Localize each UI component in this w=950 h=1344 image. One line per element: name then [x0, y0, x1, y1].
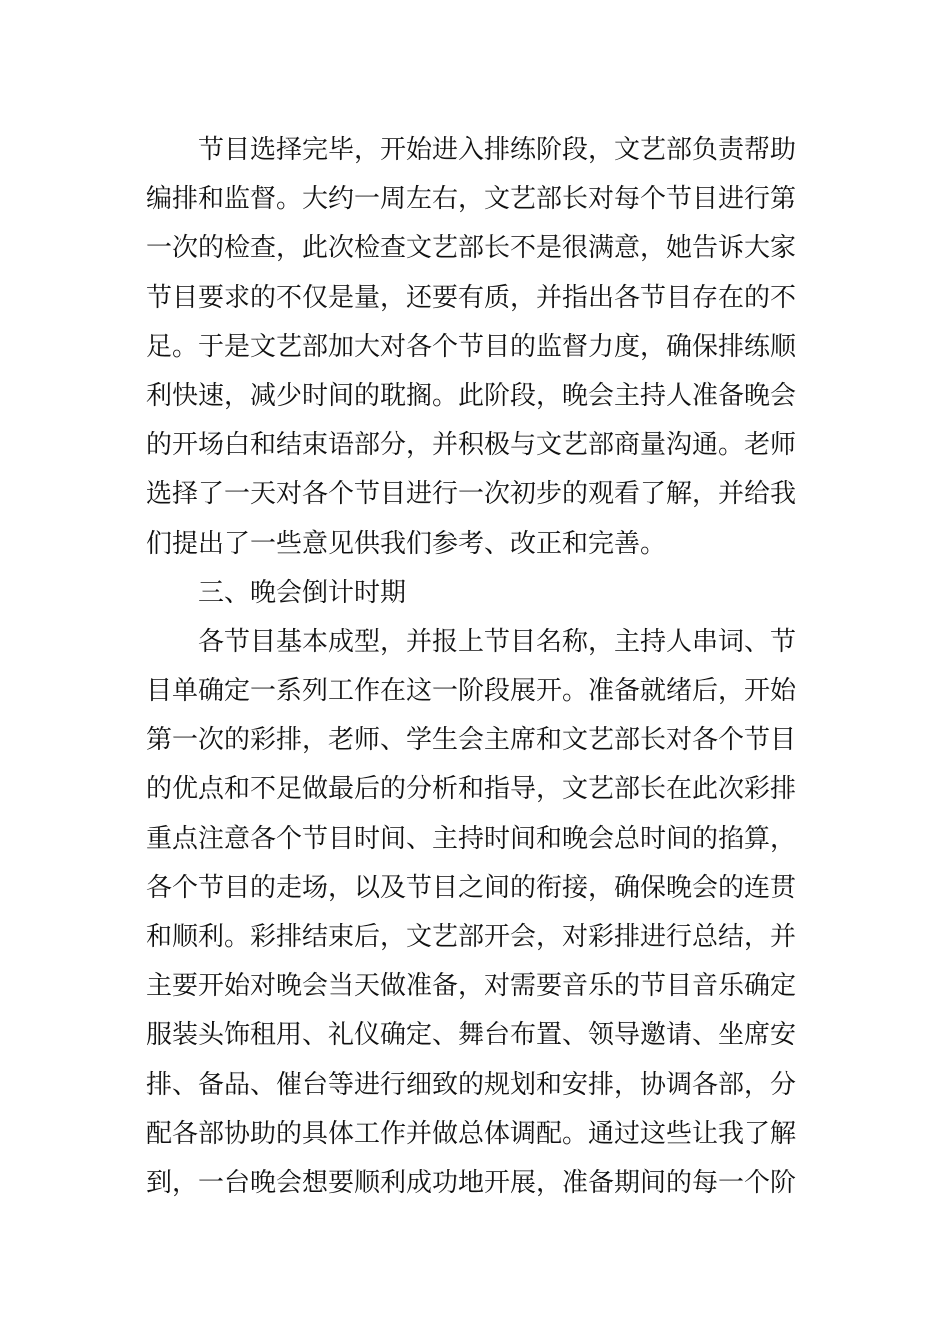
paragraph-line: 足。于是文艺部加大对各个节目的监督力度，确保排练顺 [146, 331, 797, 362]
paragraph-line: 第一次的彩排，老师、学生会主席和文艺部长对各个节目 [146, 725, 797, 756]
paragraph-line: 利快速，减少时间的耽搁。此阶段，晚会主持人准备晚会 [146, 380, 797, 411]
paragraph-line: 和顺利。彩排结束后，文艺部开会，对彩排进行总结，并 [146, 922, 797, 952]
paragraph-line: 们提出了一些意见供我们参考、改正和完善。 [146, 528, 667, 559]
section-heading: 三、晚会倒计时期 [198, 577, 407, 608]
paragraph-line: 目单确定一系列工作在这一阶段展开。准备就绪后，开始 [146, 676, 797, 707]
document-body [146, 126, 806, 1208]
paragraph-line: 选择了一天对各个节目进行一次初步的观看了解，并给我 [146, 479, 797, 510]
paragraph-line: 节目选择完毕，开始进入排练阶段，文艺部负责帮助 [198, 135, 797, 165]
paragraph-line: 一次的检查，此次检查文艺部长不是很满意，她告诉大家 [146, 233, 797, 264]
paragraph-line: 到，一台晚会想要顺利成功地开展，准备期间的每一个阶 [146, 1167, 797, 1198]
paragraph-line: 的开场白和结束语部分，并积极与文艺部商量沟通。老师 [146, 430, 797, 461]
paragraph-line: 主要开始对晚会当天做准备，对需要音乐的节目音乐确定 [146, 971, 797, 1002]
paragraph-line: 重点注意各个节目时间、主持时间和晚会总时间的掐算， [146, 823, 797, 854]
paragraph-line: 服装头饰租用、礼仪确定、舞台布置、领导邀请、坐席安 [146, 1020, 797, 1051]
paragraph-line: 节目要求的不仅是量，还要有质，并指出各节目存在的不 [146, 282, 797, 313]
paragraph-line: 配各部协助的具体工作并做总体调配。通过这些让我了解 [146, 1118, 797, 1149]
paragraph-line: 排、备品、催台等进行细致的规划和安排，协调各部，分 [146, 1069, 797, 1100]
paragraph-line: 各个节目的走场，以及节目之间的衔接，确保晚会的连贯 [146, 872, 797, 903]
paragraph-line: 编排和监督。大约一周左右，文艺部长对每个节目进行第 [146, 184, 797, 215]
paragraph-line: 的优点和不足做最后的分析和指导，文艺部长在此次彩排 [146, 774, 797, 805]
paragraph-line: 各节目基本成型，并报上节目名称，主持人串词、节 [198, 626, 797, 657]
